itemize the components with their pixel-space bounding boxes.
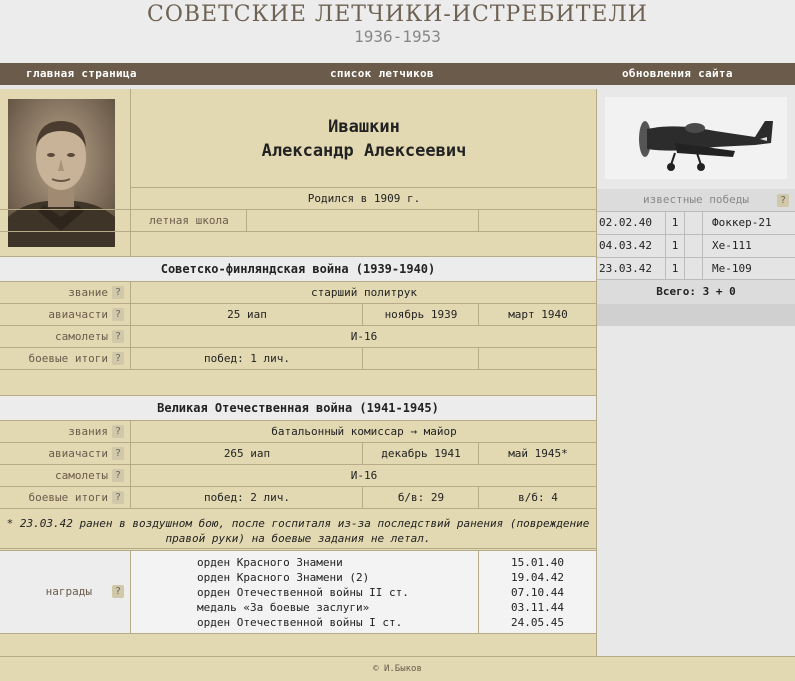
victory-row bbox=[597, 211, 795, 234]
victories-total: Всего: 3 + 0 bbox=[597, 279, 795, 305]
war2-results-row bbox=[0, 487, 596, 509]
war1-unit-from: ноябрь 1939 bbox=[362, 304, 479, 325]
war2-unit: 265 иап bbox=[130, 443, 363, 464]
war1-results-row bbox=[0, 348, 596, 370]
help-icon[interactable]: ? bbox=[112, 447, 124, 460]
site-years: 1936-1953 bbox=[354, 27, 441, 46]
help-icon[interactable]: ? bbox=[112, 330, 124, 343]
pilot-name-box bbox=[130, 89, 597, 188]
victory-count: 1 bbox=[665, 235, 685, 257]
aircraft-photo bbox=[605, 97, 787, 179]
award-name: орден Красного Знамени bbox=[197, 556, 343, 569]
award-date: 19.04.42 bbox=[511, 571, 564, 584]
rank-label: звания bbox=[68, 425, 108, 438]
help-icon[interactable]: ? bbox=[112, 308, 124, 321]
awards-label: награды bbox=[45, 585, 92, 598]
war2-units-row bbox=[0, 443, 596, 465]
victory-date: 04.03.42 bbox=[599, 239, 652, 252]
nav-updates-link[interactable]: обновления сайта bbox=[622, 67, 733, 80]
war2-planes-row bbox=[0, 465, 596, 487]
war1-planes: И-16 bbox=[130, 326, 597, 347]
award-name: орден Отечественной войны I ст. bbox=[197, 616, 403, 629]
help-icon[interactable]: ? bbox=[112, 286, 124, 299]
pilot-given-name: Александр Алексеевич bbox=[261, 141, 467, 161]
help-icon[interactable]: ? bbox=[112, 469, 124, 482]
pilot-panel bbox=[0, 89, 597, 656]
school-label: летная школа bbox=[130, 210, 247, 231]
victory-row bbox=[597, 234, 795, 257]
award-name: медаль «За боевые заслуги» bbox=[197, 601, 370, 614]
war1-unit-to: март 1940 bbox=[478, 304, 597, 325]
units-label: авиачасти bbox=[48, 308, 108, 321]
born-row bbox=[0, 188, 596, 210]
help-icon[interactable]: ? bbox=[112, 425, 124, 438]
victory-count: 1 bbox=[665, 212, 685, 234]
award-date: 15.01.40 bbox=[511, 556, 564, 569]
victories-spacer bbox=[597, 304, 795, 326]
war2-rank-row bbox=[0, 421, 596, 443]
help-icon[interactable]: ? bbox=[112, 491, 124, 504]
war1-units-row bbox=[0, 304, 596, 326]
award-date: 03.11.44 bbox=[511, 601, 564, 614]
footer-copyright: © И.Быков bbox=[0, 656, 795, 681]
help-icon[interactable]: ? bbox=[112, 352, 124, 365]
award-date: 24.05.45 bbox=[511, 616, 564, 629]
site-header bbox=[0, 0, 795, 62]
war1-rank-row bbox=[0, 282, 596, 304]
planes-label: самолеты bbox=[55, 330, 108, 343]
award-name: орден Красного Знамени (2) bbox=[197, 571, 370, 584]
war2-planes: И-16 bbox=[130, 465, 597, 486]
war2-results: побед: 2 лич. bbox=[130, 487, 363, 508]
war1-unit: 25 иап bbox=[130, 304, 363, 325]
awards-dates bbox=[478, 551, 596, 633]
award-date: 07.10.44 bbox=[511, 586, 564, 599]
victory-date: 02.02.40 bbox=[599, 216, 652, 229]
units-label: авиачасти bbox=[48, 447, 108, 460]
victory-aircraft: Хе-111 bbox=[712, 239, 752, 252]
victories-panel bbox=[597, 89, 795, 656]
nav-home-link[interactable]: главная страница bbox=[26, 67, 137, 80]
school-value bbox=[246, 210, 479, 231]
victory-date: 23.03.42 bbox=[599, 262, 652, 275]
war2-rank: батальонный комиссар → майор bbox=[130, 421, 597, 442]
rank-label: звание bbox=[68, 286, 108, 299]
wound-note: * 23.03.42 ранен в воздушном бою, после госпиталя из-за последствий ранения (повреждение правой руки) на боевые задания не летал. bbox=[0, 515, 596, 549]
awards-section bbox=[0, 550, 596, 634]
planes-label: самолеты bbox=[55, 469, 108, 482]
war2-sorties: б/в: 29 bbox=[362, 487, 479, 508]
victories-title-text: известные победы bbox=[643, 193, 749, 206]
war1-planes-row bbox=[0, 326, 596, 348]
top-nav bbox=[0, 63, 795, 85]
awards-names bbox=[130, 551, 478, 633]
victory-aircraft: Фоккер-21 bbox=[712, 216, 772, 229]
victories-title bbox=[597, 189, 795, 211]
war1-results: побед: 1 лич. bbox=[130, 348, 363, 369]
war-finnish-title: Советско-финляндская война (1939-1940) bbox=[0, 256, 596, 282]
war2-unit-from: декабрь 1941 bbox=[362, 443, 479, 464]
results-label: боевые итоги bbox=[28, 352, 108, 365]
nav-pilots-list-link[interactable]: список летчиков bbox=[330, 67, 434, 80]
victory-row bbox=[597, 257, 795, 280]
spacer-row bbox=[0, 232, 596, 257]
victory-count: 1 bbox=[665, 258, 685, 280]
war2-unit-to: май 1945* bbox=[478, 443, 597, 464]
war-gpw-title: Великая Отечественная война (1941-1945) bbox=[0, 395, 596, 421]
award-name: орден Отечественной войны II ст. bbox=[197, 586, 409, 599]
results-label: боевые итоги bbox=[28, 491, 108, 504]
site-title: СОВЕТСКИЕ ЛЕТЧИКИ-ИСТРЕБИТЕЛИ bbox=[147, 2, 648, 27]
school-years bbox=[478, 210, 597, 231]
war1-rank: старший политрук bbox=[130, 282, 597, 303]
school-row bbox=[0, 210, 596, 232]
born-text: Родился в 1909 г. bbox=[130, 188, 597, 209]
victory-aircraft: Ме-109 bbox=[712, 262, 752, 275]
help-icon[interactable]: ? bbox=[112, 585, 124, 598]
pilot-surname: Ивашкин bbox=[328, 117, 400, 137]
war2-battles: в/б: 4 bbox=[478, 487, 597, 508]
help-icon[interactable]: ? bbox=[777, 194, 789, 207]
